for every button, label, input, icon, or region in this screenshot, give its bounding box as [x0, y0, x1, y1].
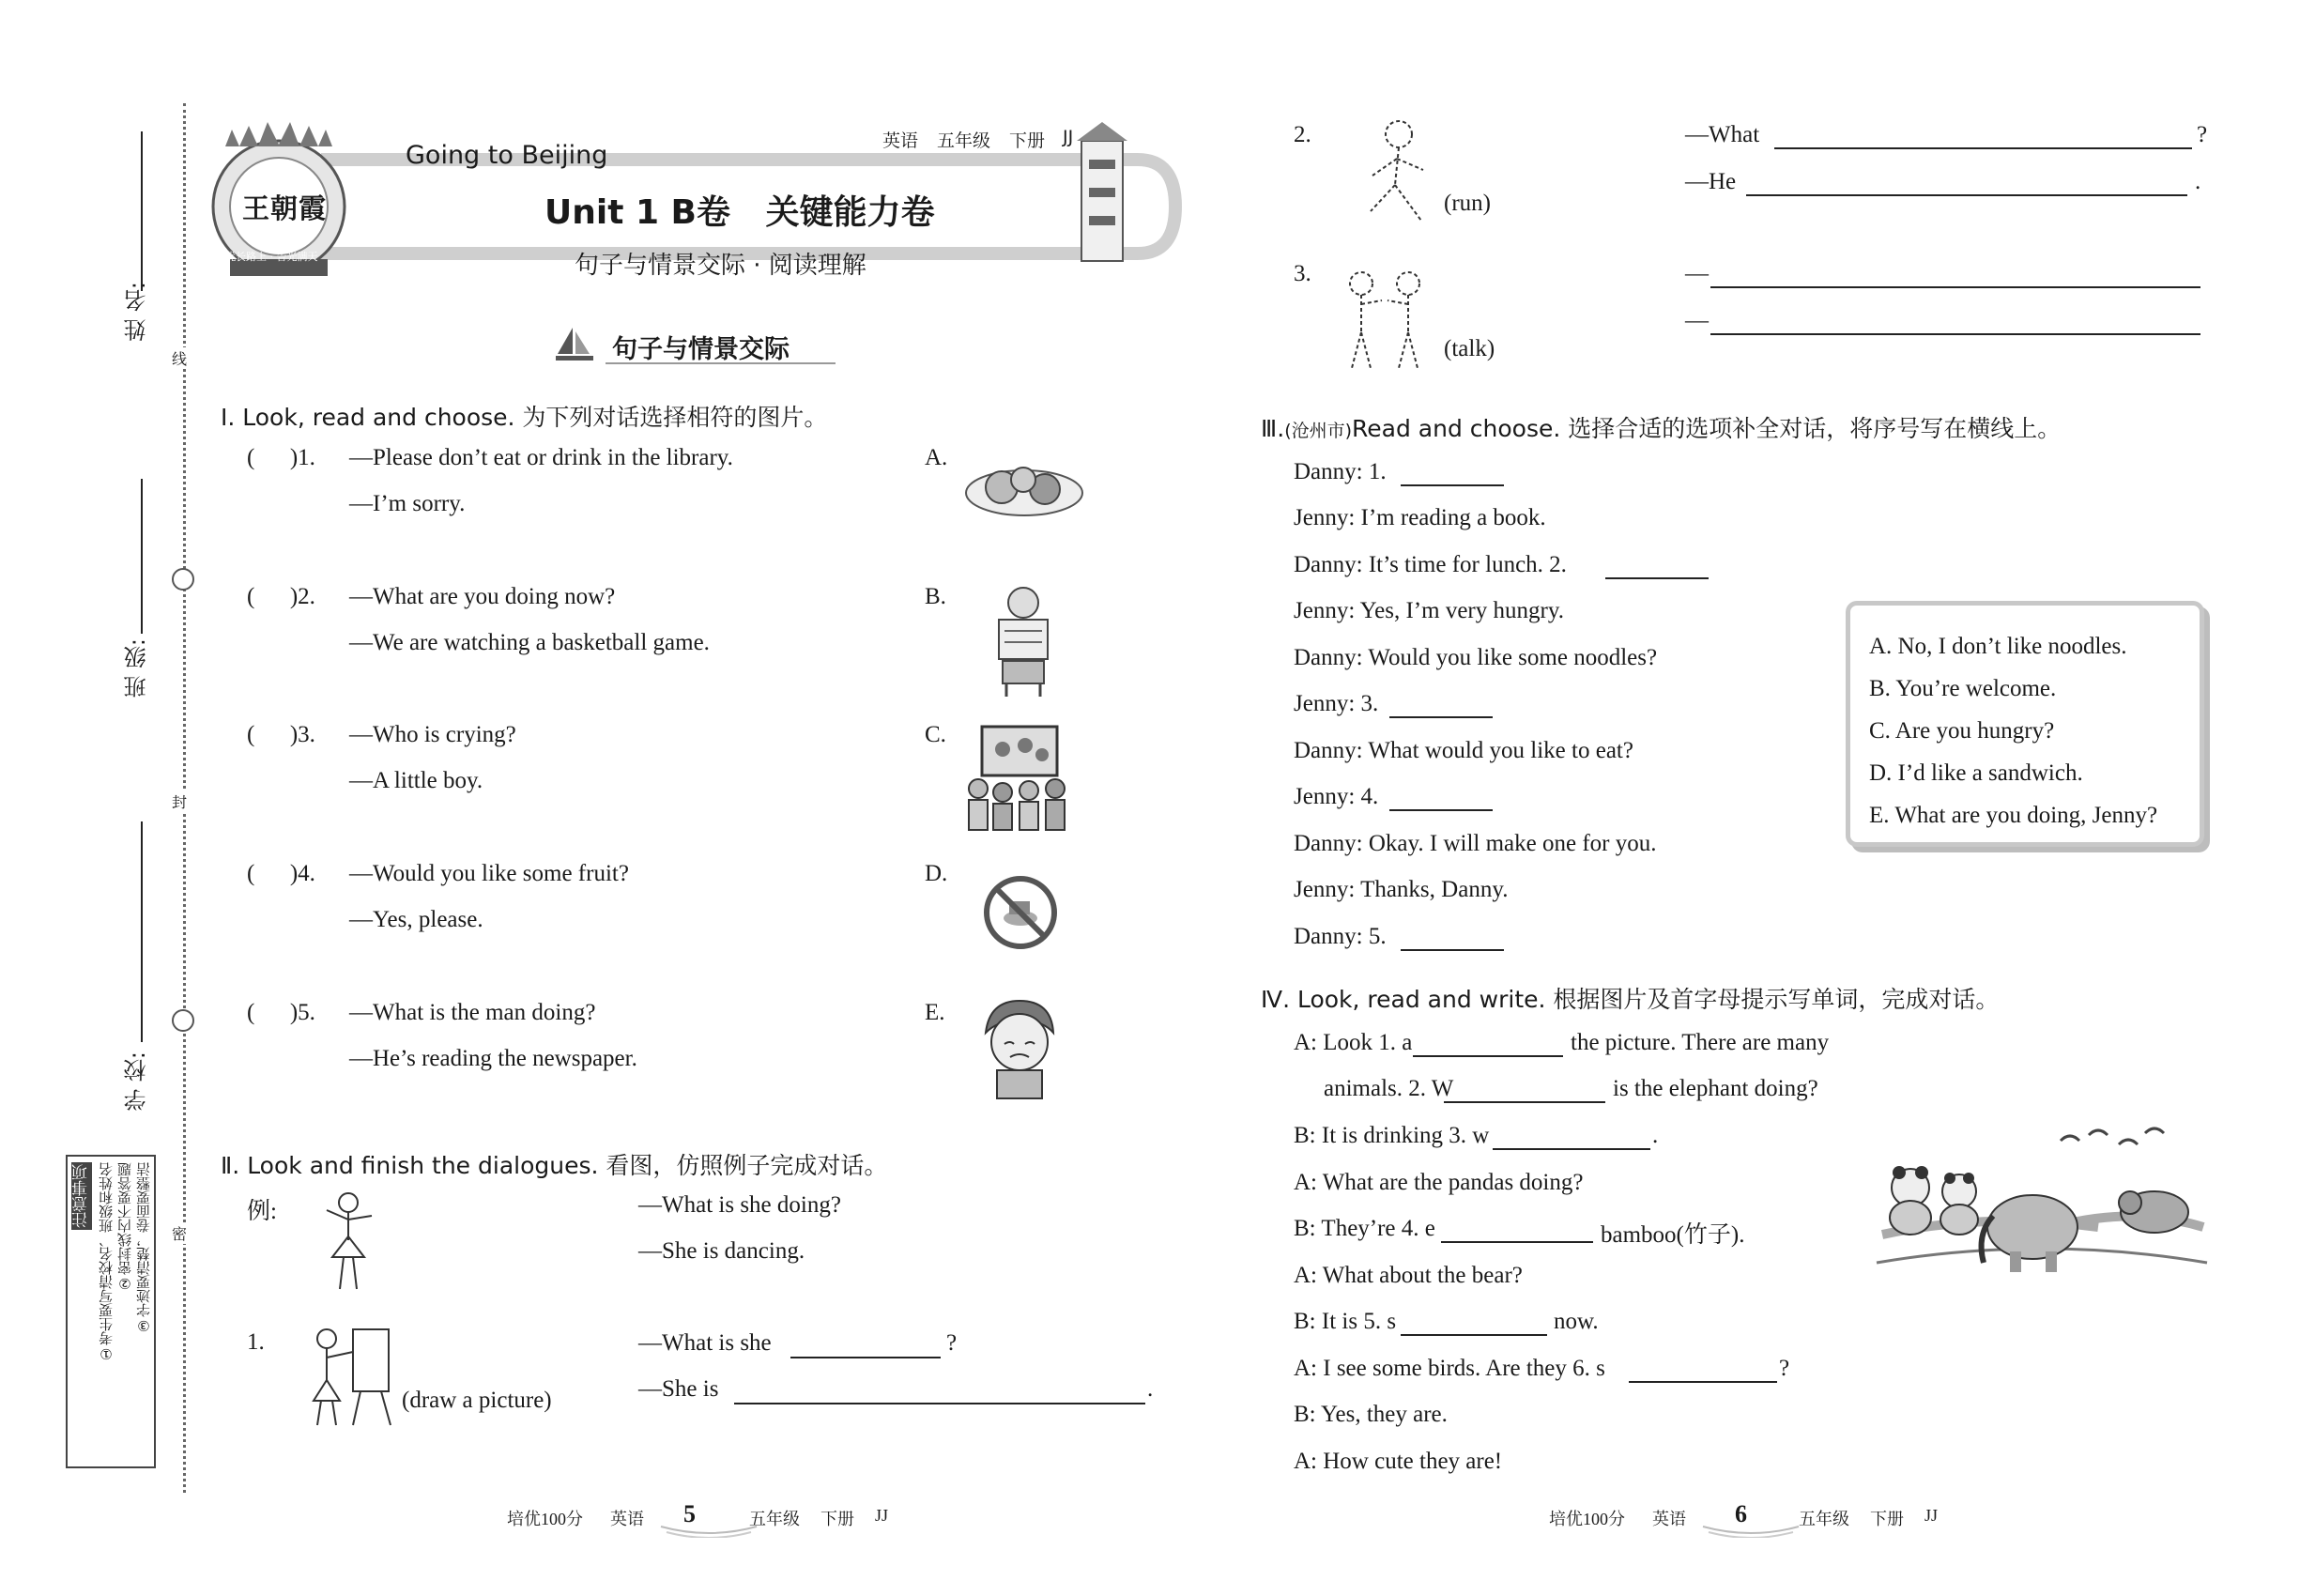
question-text: —Would you like some fruit? — [349, 861, 629, 886]
p4-line-10: A: How cute they are! — [1294, 1449, 1503, 1474]
page-number: 5 — [683, 1500, 696, 1527]
p2-item2-hint: (run) — [1444, 191, 1491, 216]
part3-region: (沧州市) — [1284, 421, 1353, 441]
note-1: ①考生要写清校名、班级和姓名 — [98, 1162, 115, 1362]
binding-hole-icon — [172, 568, 194, 591]
example-answer: —She is dancing. — [638, 1238, 805, 1264]
name-label: 姓 名: — [124, 282, 150, 342]
footer-grade: 五年级 — [1799, 1510, 1849, 1528]
p4-blank-1[interactable] — [1413, 1055, 1563, 1057]
edition-tag: JJ — [1063, 127, 1074, 147]
blank-5[interactable] — [1401, 949, 1504, 951]
boy-running-image — [1352, 117, 1442, 230]
footer-edition: JJ — [1924, 1506, 1939, 1525]
blank-1[interactable] — [1401, 484, 1504, 486]
option-a: A. No, I don’t like noodles. — [1869, 634, 2127, 659]
p2-item1-q-blank[interactable] — [790, 1357, 941, 1358]
p4-blank-3[interactable] — [1493, 1148, 1650, 1150]
crying-boy-image — [976, 995, 1063, 1100]
note-3: ③字迹要清楚，卷面要整洁 — [135, 1162, 152, 1334]
p2-item2-q-blank[interactable] — [1774, 147, 2192, 149]
example-label: 例: — [247, 1199, 277, 1224]
answer-text: —Yes, please. — [349, 907, 483, 932]
option-e: E. What are you doing, Jenny? — [1869, 803, 2158, 828]
school-label: 学 校: — [124, 1051, 150, 1112]
qmark: ? — [946, 1330, 958, 1356]
option-e-label: E. — [925, 1000, 945, 1025]
p4-line-1b: the picture. There are many — [1571, 1030, 1830, 1055]
p2-item1-answer: —She is — [638, 1376, 719, 1402]
p4-line-7b: now. — [1554, 1309, 1599, 1334]
dialogue-line: Jenny: Yes, I’m very hungry. — [1294, 598, 1564, 623]
period: . — [1147, 1376, 1154, 1402]
option-d: D. I’d like a sandwich. — [1869, 760, 2083, 786]
p4-line-8b: ? — [1779, 1356, 1790, 1381]
brand-slogan: 优长路上 · 告光满天 — [225, 251, 318, 263]
p4-line-5a: B: They’re 4. e — [1294, 1216, 1435, 1241]
p4-line-6: A: What about the bear? — [1294, 1263, 1523, 1288]
dialogue-line: Danny: 1. — [1294, 459, 1387, 484]
dialogue-line: Jenny: I’m reading a book. — [1294, 505, 1546, 530]
subject-tag: 英语 — [882, 130, 919, 151]
p4-blank-6[interactable] — [1629, 1381, 1777, 1383]
options-box — [1846, 601, 2204, 847]
p4-line-4: A: What are the pandas doing? — [1294, 1170, 1584, 1195]
p2-item3-number: 3. — [1294, 261, 1311, 286]
footer-edition: JJ — [875, 1506, 889, 1525]
answer-bracket[interactable]: ( )5. — [247, 1000, 315, 1025]
p2-item2-a-blank[interactable] — [1746, 194, 2187, 196]
footer-book: 培优100分 — [1549, 1510, 1625, 1528]
binding-hole-icon — [172, 1009, 194, 1032]
people-watching-tv-image — [965, 723, 1070, 834]
p2-item1-a-blank[interactable] — [734, 1403, 1145, 1404]
question-text: —What is the man doing? — [349, 1000, 596, 1025]
p4-line-8a: A: I see some birds. Are they 6. s — [1294, 1356, 1605, 1381]
footer-subject: 英语 — [610, 1510, 644, 1528]
p2-item3-q-blank[interactable] — [1710, 286, 2200, 288]
page-title: Unit 1 B卷 关键能力卷 — [544, 193, 935, 232]
answer-text: —He’s reading the newspaper. — [349, 1046, 637, 1071]
brand-name: 王朝霞 — [242, 192, 328, 224]
part1-title: Ⅰ. Look, read and choose. 为下列对话选择相符的图片。 — [221, 404, 828, 431]
answer-bracket[interactable]: ( )1. — [247, 445, 315, 470]
heading-underline — [606, 362, 836, 364]
answer-text: —I’m sorry. — [349, 491, 466, 516]
no-eating-sign-icon — [981, 873, 1060, 952]
footer-grade: 五年级 — [749, 1510, 800, 1528]
answer-text: —We are watching a basketball game. — [349, 630, 710, 655]
dash: — — [1685, 261, 1709, 286]
class-label: 班 级: — [124, 638, 150, 698]
p2-item1-hint: (draw a picture) — [402, 1388, 552, 1413]
page-number: 6 — [1735, 1500, 1747, 1527]
option-a-label: A. — [925, 445, 948, 470]
cut-mark-2: 封 — [172, 790, 187, 812]
option-c: C. Are you hungry? — [1869, 718, 2055, 744]
dancing-girl-image — [319, 1188, 377, 1296]
two-people-talking-image — [1333, 263, 1438, 374]
blank-2[interactable] — [1605, 577, 1709, 579]
part2-title: Ⅱ. Look and finish the dialogues. 看图，仿照例子完成对话。 — [221, 1152, 888, 1179]
footer-term: 下册 — [820, 1510, 854, 1528]
blank-3[interactable] — [1389, 716, 1493, 718]
notes-box — [66, 1155, 156, 1468]
module-name: Going to Beijing — [406, 141, 608, 170]
part3-instruction: Read and choose. 选择合适的选项补全对话，将序号写在横线上。 — [1352, 415, 2062, 442]
question-text: —What are you doing now? — [349, 584, 616, 609]
period: . — [2195, 169, 2201, 194]
qmark: ? — [2197, 122, 2208, 147]
option-b: B. You’re welcome. — [1869, 676, 2057, 701]
name-field[interactable] — [141, 131, 143, 291]
section-heading: 句子与情景交际 — [612, 335, 790, 364]
answer-bracket[interactable]: ( )3. — [247, 722, 315, 747]
dialogue-line: Danny: It’s time for lunch. 2. — [1294, 552, 1567, 577]
dialogue-line: Danny: Okay. I will make one for you. — [1294, 831, 1657, 856]
footer-term: 下册 — [1870, 1510, 1904, 1528]
blank-4[interactable] — [1389, 809, 1493, 811]
p4-line-2a: animals. 2. W — [1324, 1076, 1454, 1101]
dialogue-line: Jenny: Thanks, Danny. — [1294, 877, 1509, 902]
option-b-label: B. — [925, 584, 946, 609]
p4-line-1a: A: Look 1. a — [1294, 1030, 1413, 1055]
cut-mark-1: 线 — [172, 347, 187, 369]
p4-line-2b: is the elephant doing? — [1613, 1076, 1818, 1101]
notes-title: 注意事项 — [72, 1164, 91, 1228]
zoo-scene-image — [1873, 1122, 2211, 1281]
man-reading-newspaper-image — [986, 582, 1061, 699]
p2-item2-answer: —He — [1685, 169, 1737, 194]
dialogue-line: Jenny: 4. — [1294, 784, 1379, 809]
footer-subject: 英语 — [1652, 1510, 1686, 1528]
girl-drawing-image — [299, 1324, 404, 1429]
option-d-label: D. — [925, 861, 948, 886]
dash: — — [1685, 308, 1709, 333]
p2-item2-number: 2. — [1294, 122, 1311, 147]
cut-mark-3: 密 — [172, 1222, 187, 1244]
page-ornament — [657, 1521, 760, 1538]
p4-line-5b: bamboo(竹子). — [1601, 1222, 1745, 1248]
p4-line-9: B: Yes, they are. — [1294, 1402, 1448, 1427]
question-text: —Please don’t eat or drink in the library. — [349, 445, 733, 470]
question-text: —Who is crying? — [349, 722, 516, 747]
page-subtitle: 句子与情景交际 · 阅读理解 — [575, 252, 866, 280]
note-2: ②密封线内不要答题 — [116, 1162, 133, 1292]
answer-text: —A little boy. — [349, 768, 483, 793]
part4-title: Ⅳ. Look, read and write. 根据图片及首字母提示写单词，完成对话。 — [1261, 986, 2000, 1013]
answer-bracket[interactable]: ( )4. — [247, 861, 315, 886]
class-field[interactable] — [141, 479, 143, 634]
school-field[interactable] — [141, 821, 143, 1042]
sailboat-icon — [554, 326, 595, 363]
part3-title — [1261, 410, 2061, 444]
footer-book: 培优100分 — [507, 1510, 583, 1528]
p4-blank-2[interactable] — [1444, 1101, 1605, 1103]
dialogue-line: Danny: Would you like some noodles? — [1294, 645, 1658, 670]
fruit-plate-image — [962, 453, 1086, 519]
p2-item3-a-blank[interactable] — [1710, 333, 2200, 335]
page-ornament — [1699, 1521, 1802, 1538]
p2-item3-hint: (talk) — [1444, 336, 1495, 361]
option-c-label: C. — [925, 722, 946, 747]
p4-blank-5[interactable] — [1401, 1334, 1547, 1336]
p4-line-3b: . — [1652, 1123, 1659, 1148]
term-tag: 下册 — [1009, 130, 1046, 151]
dialogue-line: Jenny: 3. — [1294, 691, 1379, 716]
dialogue-line: Danny: 5. — [1294, 924, 1387, 949]
example-question: —What is she doing? — [638, 1192, 841, 1218]
answer-bracket[interactable]: ( )2. — [247, 584, 315, 609]
p4-line-3a: B: It is drinking 3. w — [1294, 1123, 1490, 1148]
p4-blank-4[interactable] — [1441, 1241, 1593, 1243]
p2-item1-question: —What is she — [638, 1330, 772, 1356]
p4-line-7a: B: It is 5. s — [1294, 1309, 1397, 1334]
p2-item2-question: —What — [1685, 122, 1760, 147]
grade-tag: 五年级 — [937, 130, 991, 151]
part3-number: Ⅲ. — [1261, 415, 1285, 442]
p2-item1-number: 1. — [247, 1329, 265, 1355]
dialogue-line: Danny: What would you like to eat? — [1294, 738, 1633, 763]
